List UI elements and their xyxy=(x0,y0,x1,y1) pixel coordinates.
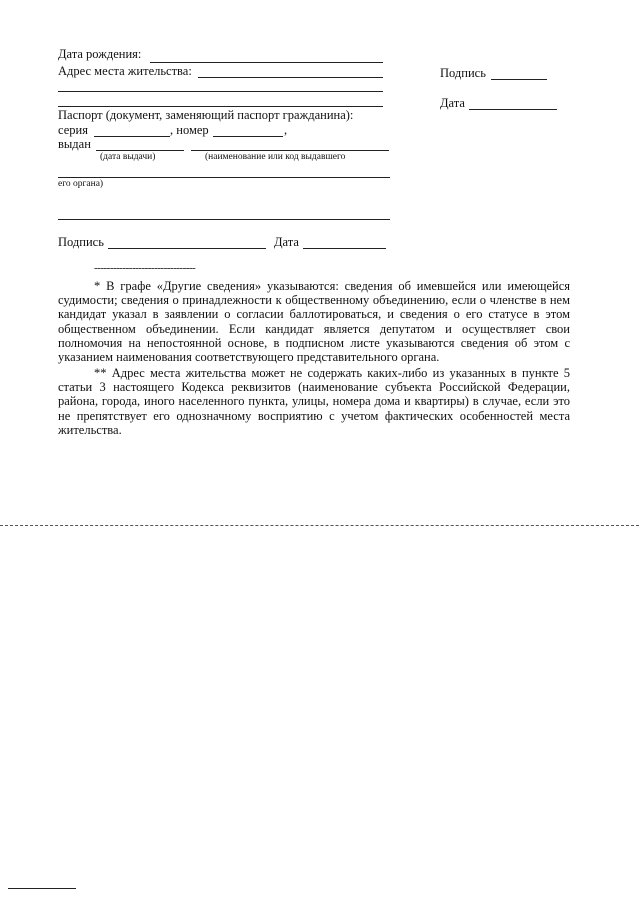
issuer-field[interactable] xyxy=(191,150,389,151)
issuer-field-line-2[interactable] xyxy=(58,177,390,178)
issued-label: выдан xyxy=(58,137,91,151)
issue-date-field[interactable] xyxy=(96,150,184,151)
number-comma: , xyxy=(284,123,288,137)
page-break-line xyxy=(0,525,639,526)
issue-date-caption: (дата выдачи) xyxy=(100,152,156,162)
issuer-caption-cont: его органа) xyxy=(58,179,104,189)
address-field-line-3[interactable] xyxy=(58,106,383,107)
birth-date-label: Дата рождения: xyxy=(58,47,142,61)
number-label: , номер xyxy=(170,123,209,137)
signature-label: Подпись xyxy=(58,235,104,249)
birth-date-field[interactable] xyxy=(150,62,383,63)
issuer-caption: (наименование или код выдавшего xyxy=(205,152,346,162)
address-field-line-2[interactable] xyxy=(58,91,383,92)
footnote-2: ** Адрес места жительства может не содержать каких-либо из указанных в пункте 5 статьи 3 настоящего Кодекса реквизитов (наименование субъекта Российской Федерации, района, города, иного населенного пункта, улицы, номера дома и квартиры) в случае, если это не препятствует его однозначному восприятию с учетом фактических особенностей места жительства. xyxy=(58,366,570,437)
series-field[interactable] xyxy=(94,136,170,137)
date-label: Дата xyxy=(274,235,299,249)
address-label: Адрес места жительства: xyxy=(58,64,192,78)
number-field[interactable] xyxy=(213,136,283,137)
side-signature-field[interactable] xyxy=(491,79,547,80)
side-date-field[interactable] xyxy=(469,109,557,110)
passport-label: Паспорт (документ, заменяющий паспорт гражданина): xyxy=(58,108,354,122)
signature-field[interactable] xyxy=(108,248,266,249)
footnote-separator: -------------------------------- xyxy=(94,262,196,274)
bottom-rule xyxy=(8,888,76,889)
series-label: серия xyxy=(58,123,88,137)
side-signature-label: Подпись xyxy=(440,66,486,80)
side-date-label: Дата xyxy=(440,96,465,110)
date-field[interactable] xyxy=(303,248,386,249)
address-field-line-1[interactable] xyxy=(198,77,383,78)
extra-field-line[interactable] xyxy=(58,219,390,220)
footnote-1: * В графе «Другие сведения» указываются: сведения об имевшейся или имеющейся судимости; сведения о принадлежности к общественному объединению, если о членстве в нем кандидат указал в заявлении о согласии баллотироваться, и сведения о его статусе в этом общественном объединении. Если кандидат является депутатом и осуществляет свои полномочия на непостоянной основе, в подписном листе указываются сведения об этом с указанием наименования соответствующего представительного органа. xyxy=(58,279,570,365)
